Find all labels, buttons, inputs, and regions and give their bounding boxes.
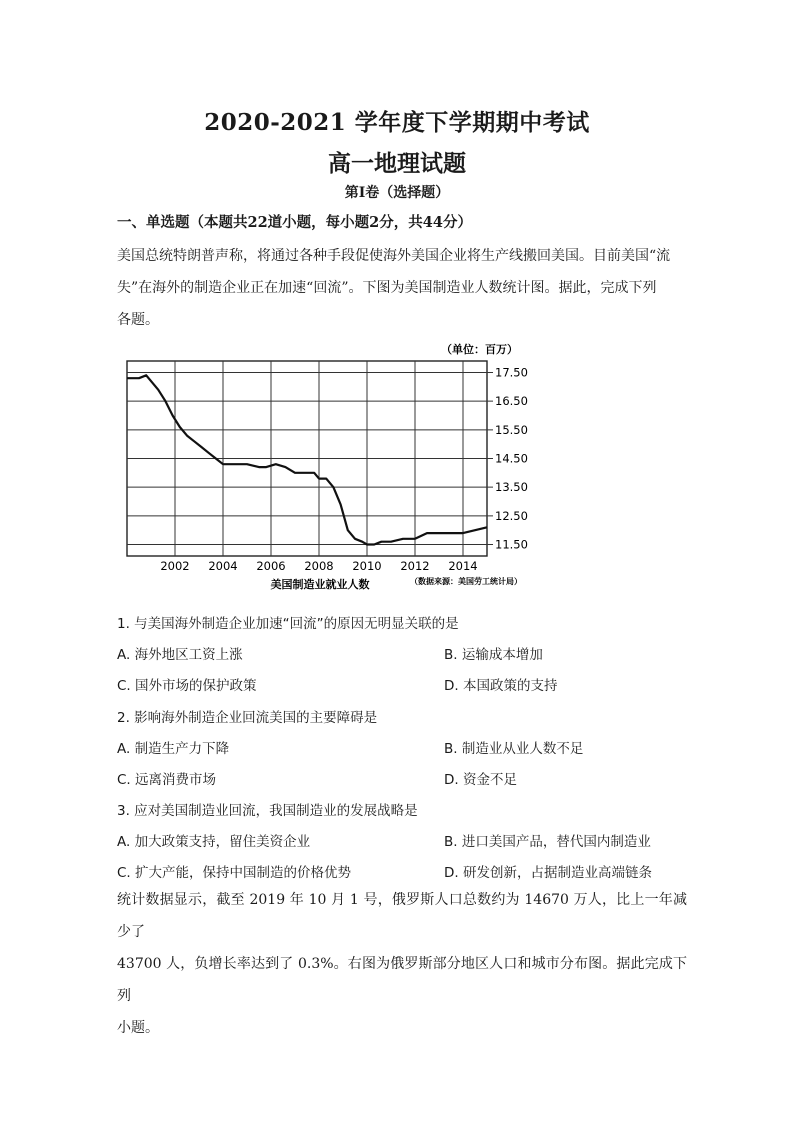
passage-1-line-2: 失”在海外的制造企业正在加速“回流”。下图为美国制造业人数统计图。据此，完成下列 <box>117 280 657 296</box>
volume-label: 第Ⅰ卷（选择题） <box>344 185 450 201</box>
x-tick-label: 2008 <box>304 559 334 573</box>
chart-source: （数据来源：美国劳工统计局） <box>410 577 522 586</box>
question-3-option-a[interactable]: A. 加大政策支持，留住美资企业 <box>117 834 311 850</box>
manufacturing-employment-chart <box>110 336 540 596</box>
question-2-option-b[interactable]: B. 制造业从业人数不足 <box>444 741 584 757</box>
question-2-option-a[interactable]: A. 制造生产力下降 <box>117 741 230 757</box>
exam-subtitle: 高一地理试题 <box>328 150 466 177</box>
question-3-stem: 3. 应对美国制造业回流，我国制造业的发展战略是 <box>117 803 418 819</box>
x-tick-label: 2004 <box>208 559 238 573</box>
y-tick-label: 13.50 <box>495 480 528 495</box>
x-tick-label: 2010 <box>352 559 382 573</box>
x-tick-label: 2014 <box>448 559 478 573</box>
passage-2-line-1: 统计数据显示，截至 2019 年 10 月 1 号，俄罗斯人口总数约为 14670 万人，比上一年减少了 <box>117 892 687 940</box>
y-tick-label: 17.50 <box>495 365 528 380</box>
y-tick-label: 11.50 <box>495 537 528 552</box>
question-2-option-c[interactable]: C. 远离消费市场 <box>117 772 217 788</box>
question-3-option-c[interactable]: C. 扩大产能，保持中国制造的价格优势 <box>117 865 352 881</box>
x-tick-label: 2006 <box>256 559 286 573</box>
passage-1-line-3: 各题。 <box>117 312 159 328</box>
exam-title: 2020-2021 学年度下学期期中考试 <box>204 109 590 136</box>
chart-caption: 美国制造业就业人数 <box>270 578 370 591</box>
question-1-option-c[interactable]: C. 国外市场的保护政策 <box>117 678 257 694</box>
section-heading: 一、单选题（本题共22道小题，每小题2分，共44分） <box>117 214 472 231</box>
passage-1-line-1: 美国总统特朗普声称，将通过各种手段促使海外美国企业将生产线搬回美国。目前美国“流 <box>117 248 671 264</box>
passage-1 <box>117 240 682 336</box>
y-tick-label: 14.50 <box>495 451 528 466</box>
question-2-stem: 2. 影响海外制造企业回流美国的主要障碍是 <box>117 710 378 726</box>
y-tick-label: 15.50 <box>495 422 528 437</box>
chart-unit-label: （单位：百万） <box>441 343 518 356</box>
question-1-stem: 1. 与美国海外制造企业加速“回流”的原因无明显关联的是 <box>117 616 459 632</box>
passage-2-line-2: 43700 人，负增长率达到了 0.3%。右图为俄罗斯部分地区人口和城市分布图。据此完成下列 <box>117 956 687 1004</box>
passage-2 <box>117 884 687 1044</box>
x-tick-label: 2012 <box>400 559 430 573</box>
y-tick-label: 12.50 <box>495 508 528 523</box>
passage-2-line-3: 小题。 <box>117 1020 159 1036</box>
question-3-option-d[interactable]: D. 研发创新，占据制造业高端链条 <box>444 865 652 881</box>
x-tick-label: 2002 <box>160 559 190 573</box>
question-2-option-d[interactable]: D. 资金不足 <box>444 772 517 788</box>
question-1-option-d[interactable]: D. 本国政策的支持 <box>444 678 558 694</box>
question-1-option-a[interactable]: A. 海外地区工资上涨 <box>117 647 243 663</box>
question-3-option-b[interactable]: B. 进口美国产品，替代国内制造业 <box>444 834 651 850</box>
chart-plot-area <box>127 361 528 573</box>
question-1-option-b[interactable]: B. 运输成本增加 <box>444 647 543 663</box>
y-tick-label: 16.50 <box>495 394 528 409</box>
